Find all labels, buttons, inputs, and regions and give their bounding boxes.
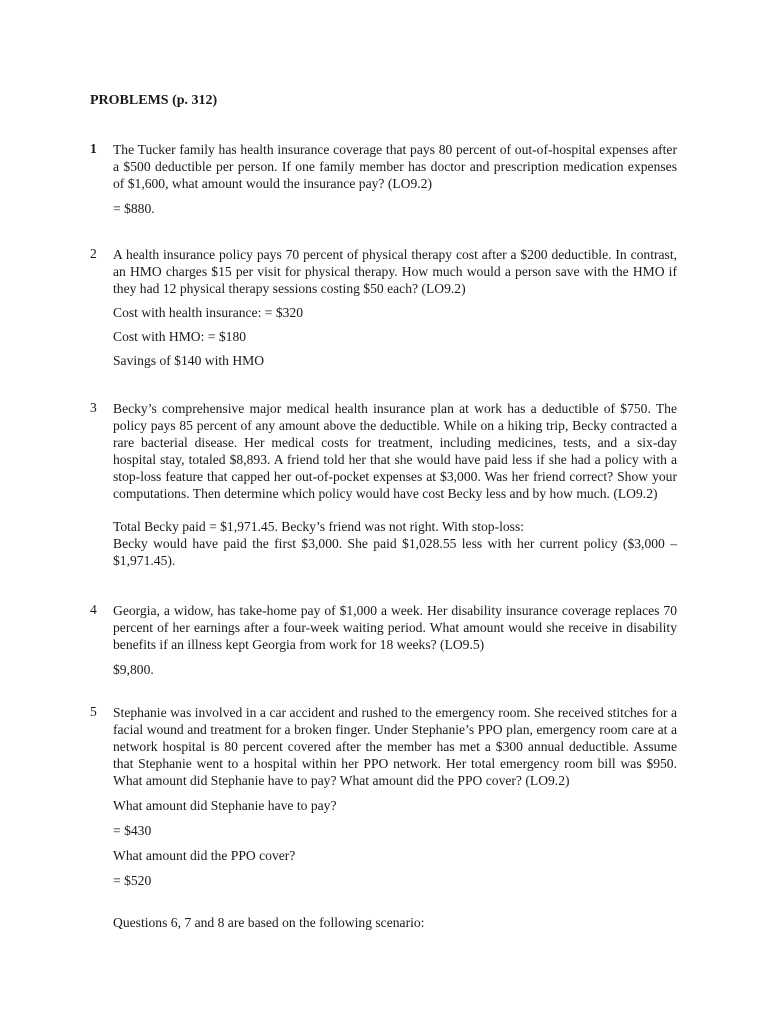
- problem-answer: = $880.: [113, 201, 155, 216]
- problem-5: [90, 704, 677, 889]
- problem-number: 1: [90, 141, 97, 156]
- problem-number: 2: [90, 246, 97, 261]
- problem-number: 4: [90, 602, 97, 617]
- scenario-intro: [90, 914, 677, 931]
- problem-answer: What amount did Stephanie have to pay?: [113, 798, 337, 813]
- problem-question: Georgia, a widow, has take-home pay of $1,000 a week. Her disability insurance coverage replaces 70 percent of her earnings after a four-week waiting period. What amount would she receive in disability benefits if an illness kept Georgia from work for 18 weeks? (LO9.5): [113, 603, 677, 652]
- section-heading: PROBLEMS (p. 312): [90, 93, 218, 108]
- problem-question: Becky’s comprehensive major medical health insurance plan at work has a deductible of $750. The policy pays 85 percent of any amount above the deductible. While on a hiking trip, Becky contracted a rare bacterial disease. Her medical costs for treatment, including medicines, tests, and a six-day hospital stay, totaled $8,893. A friend told her that she would have paid less if she had a policy with a stop-loss feature that capped her out-of-pocket expenses at $3,000. Was her friend correct? Show your computations. Then determine which policy would have cost Becky less and by how much. (LO9.2): [113, 401, 677, 501]
- problem-answer: What amount did the PPO cover?: [113, 848, 296, 863]
- problem-answer: = $520: [113, 873, 152, 888]
- problem-4: [90, 602, 677, 678]
- scenario-note: Questions 6, 7 and 8 are based on the following scenario:: [113, 915, 425, 930]
- problem-question: Stephanie was involved in a car accident and rushed to the emergency room. She received stitches for a facial wound and treatment for a broken finger. Under Stephanie’s PPO plan, emergency room care at a network hospital is 80 percent covered after the member has met a $300 annual deductible. Assume that Stephanie went to a hospital within her PPO network. Her total emergency room bill was $950. What amount did Stephanie have to pay? What amount did the PPO cover? (LO9.2): [113, 705, 677, 788]
- problem-answer: Cost with health insurance: = $320: [113, 305, 304, 320]
- problem-3: [90, 400, 677, 569]
- problem-question: A health insurance policy pays 70 percent of physical therapy cost after a $200 deductible. In contrast, an HMO charges $15 per visit for physical therapy. How much would a person save with the HMO if they had 12 physical therapy sessions costing $50 each? (LO9.2): [113, 247, 677, 296]
- problem-answer: $9,800.: [113, 662, 154, 677]
- problem-answer: Becky would have paid the first $3,000. She paid $1,028.55 less with her current policy ($3,000 – $1,971.45).: [113, 536, 677, 568]
- problem-number: 5: [90, 704, 97, 719]
- problem-1: [90, 141, 677, 217]
- problem-question: The Tucker family has health insurance coverage that pays 80 percent of out-of-hospital expenses after a $500 deductible per person. If one family member has doctor and prescription medication expenses of $1,600, what amount would the insurance pay? (LO9.2): [113, 142, 677, 191]
- problem-number: 3: [90, 400, 97, 415]
- problem-2: [90, 246, 677, 369]
- problem-answer: Savings of $140 with HMO: [113, 353, 265, 368]
- problem-answer: Total Becky paid = $1,971.45. Becky’s friend was not right. With stop-loss:: [113, 519, 525, 534]
- problem-answer: Cost with HMO: = $180: [113, 329, 247, 344]
- problem-answer: = $430: [113, 823, 152, 838]
